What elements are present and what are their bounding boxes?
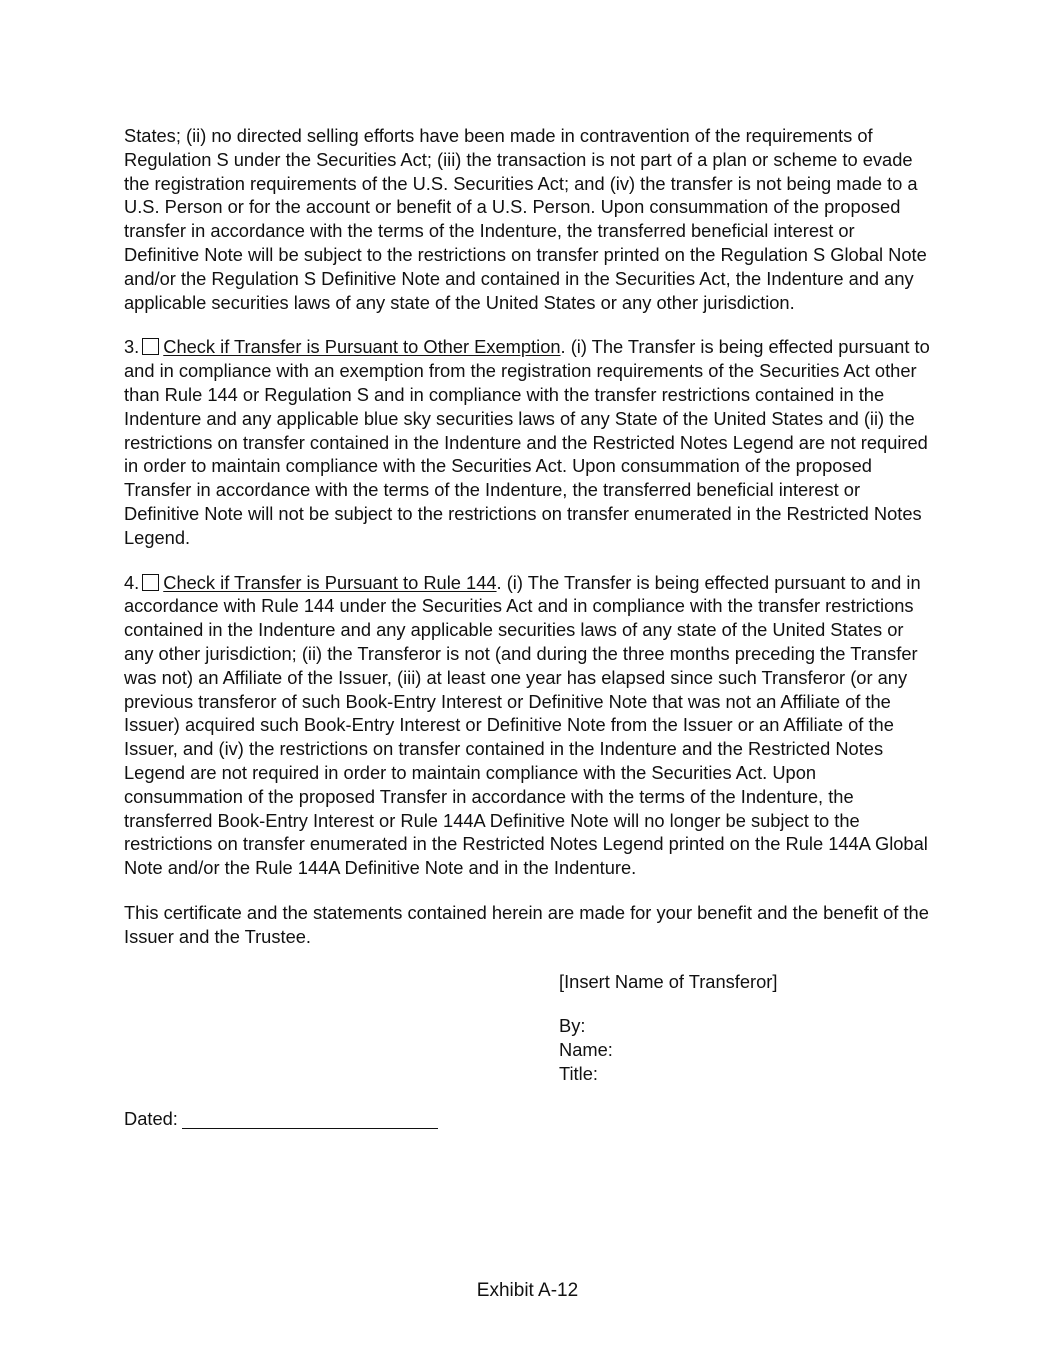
title-label: Title:: [559, 1062, 598, 1084]
signature-block: [559, 970, 932, 1086]
dated-label: Dated:: [124, 1107, 178, 1129]
by-label: By:: [559, 1015, 586, 1037]
section-3-body: . (i) The Transfer is being effected pursuant to and in compliance with an exemption from the registration requirements of the Securities Act other than Rule 144 or Regulation S and in compliance with the transfer restrictions contained in the Indenture and any applicable blue sky securities laws of any State of the United States and (ii) the restrictions on transfer contained in the Indenture and the Restricted Notes Legend are not required in order to maintain compliance with the Securities Act. Upon consummation of the proposed Transfer in accordance with the terms of the Indenture, the transferred beneficial interest or Definitive Note will not be subject to the restrictions on transfer enumerated in the Restricted Notes Legend.: [124, 336, 930, 548]
section-4-heading: Check if Transfer is Pursuant to Rule 144: [163, 571, 497, 593]
section-3-heading: Check if Transfer is Pursuant to Other Exemption: [163, 336, 561, 358]
section-3-paragraph: [124, 335, 932, 549]
section-4-body: . (i) The Transfer is being effected pursuant to and in accordance with Rule 144 under the Securities Act and in compliance with the transfer restrictions contained in the Indenture and any applicable securities laws of any state of the United States or any other jurisdiction; (ii) the Transferor is not (and during the three months preceding the Transfer was not) an Affiliate of the Issuer, (iii) at least one year has elapsed since such Transferor (or any previous transferor of such Book-Entry Interest or Definitive Note that was not an Affiliate of the Issuer) acquired such Book-Entry Interest or Definitive Note from the Issuer or an Affiliate of the Issuer, and (iv) the restrictions on transfer contained in the Indenture and the Restricted Notes Legend are not required in order to maintain compliance with the Securities Act. Upon consummation of the proposed Transfer in accordance with the terms of the Indenture, the transferred Book-Entry Interest or Rule 144A Definitive Note will no longer be subject to the restrictions on transfer enumerated in the Restricted Notes Legend printed on the Rule 144A Global Note and/or the Rule 144A Definitive Note and in the Indenture.: [124, 571, 928, 879]
dated-blank-line[interactable]: [182, 1110, 438, 1129]
section-4-checkbox[interactable]: [142, 574, 159, 591]
section-4-number: 4.: [124, 571, 140, 593]
page-footer: Exhibit A-12: [476, 1280, 579, 1301]
transferor-name-placeholder: [Insert Name of Transferor]: [559, 970, 778, 992]
name-label: Name:: [559, 1039, 613, 1061]
section-3-number: 3.: [124, 336, 140, 358]
section-3-checkbox[interactable]: [142, 338, 159, 355]
document-body: [124, 124, 932, 1130]
section-4-paragraph: [124, 571, 932, 880]
dated-row: [124, 1107, 932, 1131]
closing-statement: This certificate and the statements contained herein are made for your benefit and the benefit of the Issuer and the Trustee.: [124, 901, 929, 947]
continuation-paragraph: States; (ii) no directed selling efforts have been made in contravention of the requirements of Regulation S under the Securities Act; (iii) the transaction is not part of a plan or scheme to evade the registration requirements of the U.S. Securities Act; and (iv) the transfer is not being made to a U.S. Person or for the account or benefit of a U.S. Person. Upon consummation of the proposed transfer in accordance with the terms of the Indenture, the transferred beneficial interest or Definitive Note will be subject to the restrictions on transfer printed on the Regulation S Global Note and/or the Regulation S Definitive Note and contained in the Securities Act, the Indenture and any applicable securities laws of any state of the United States or any other jurisdiction.: [124, 125, 927, 313]
